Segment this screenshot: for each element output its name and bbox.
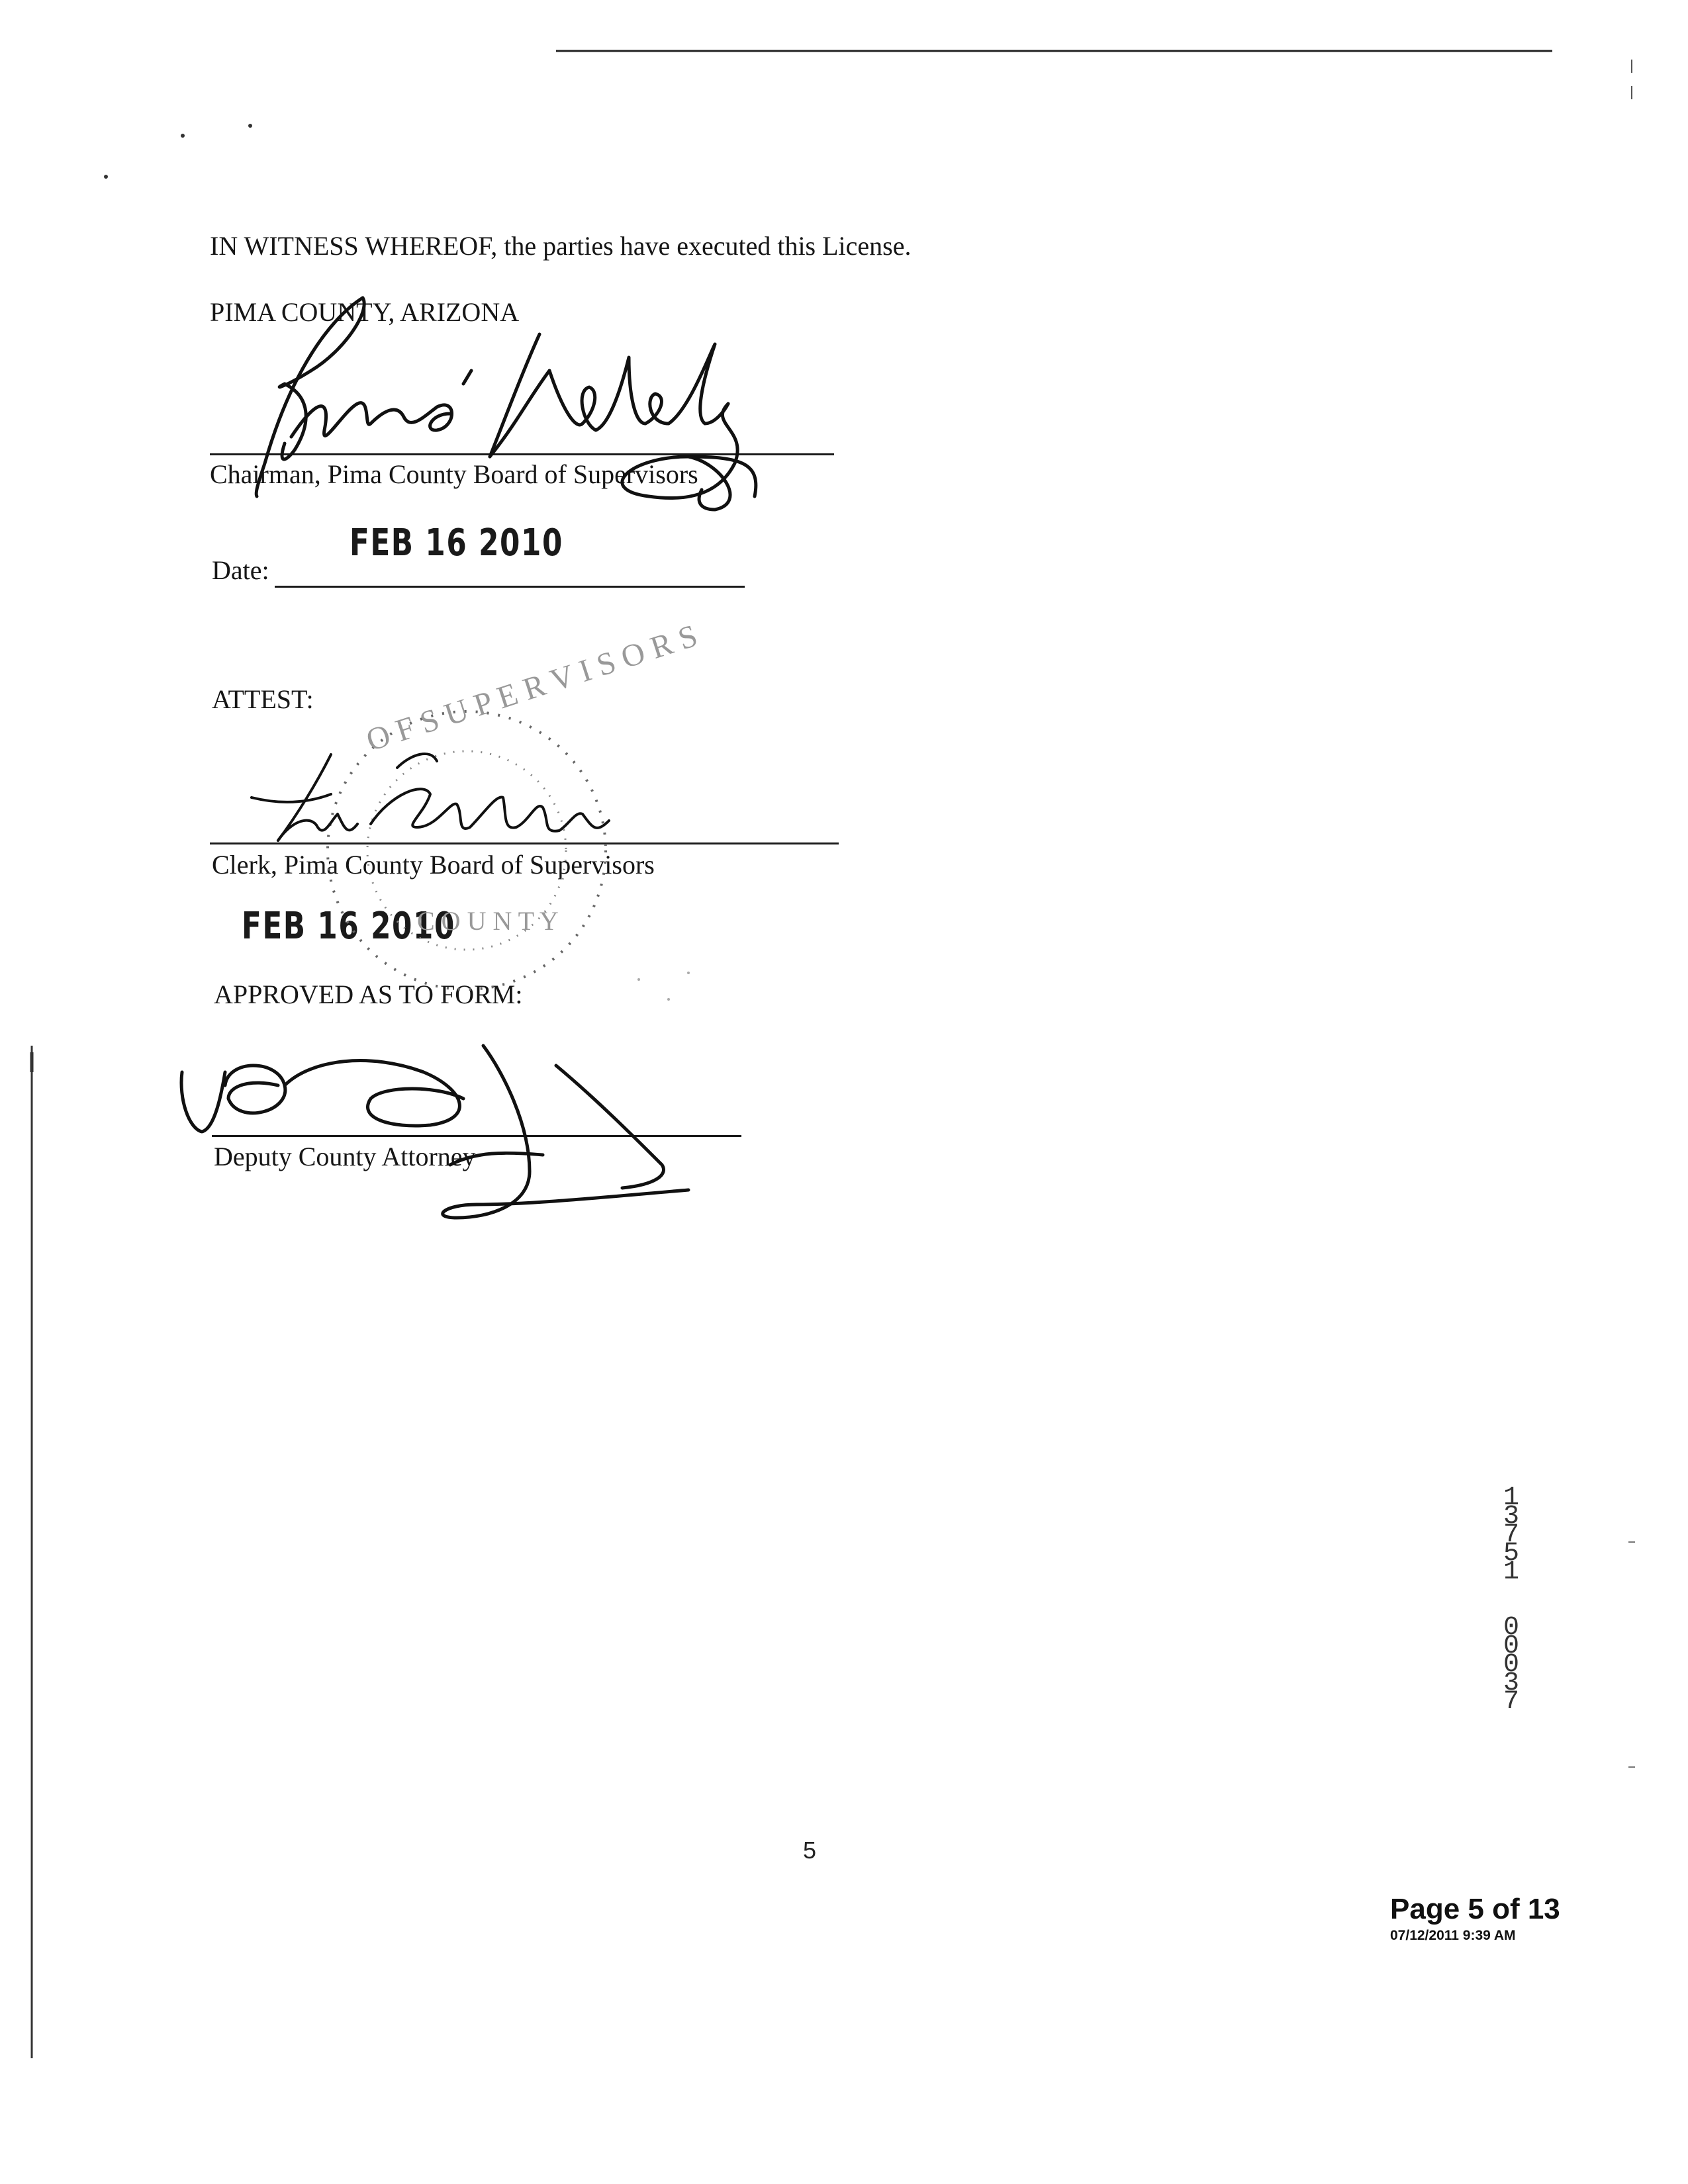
- footer-timestamp: 07/12/2011 9:39 AM: [1390, 1928, 1516, 1943]
- party-name: PIMA COUNTY, ARIZONA: [210, 297, 520, 327]
- chairman-date-stamp: FEB 16 2010: [350, 522, 563, 565]
- side-stamp-number: 1 3 7 5 1 0 0 0 3 7: [1503, 1483, 1519, 1717]
- attest-label: ATTEST:: [212, 684, 314, 714]
- witness-clause: IN WITNESS WHEREOF, the parties have executed this License.: [210, 231, 912, 261]
- seal-lettering: O F S U P E R V I S O R S: [362, 617, 702, 758]
- approved-label: APPROVED AS TO FORM:: [214, 979, 523, 1009]
- page-number: 5: [803, 1837, 817, 1864]
- date-label: Date:: [212, 555, 269, 585]
- footer-page-label: Page 5 of 13: [1390, 1893, 1560, 1925]
- chairman-title: Chairman, Pima County Board of Supervisors: [210, 459, 698, 489]
- clerk-date-stamp: FEB 16 2010: [242, 905, 455, 948]
- svg-text:C O U N T Y: C O U N T Y: [417, 906, 559, 936]
- clerk-title: Clerk, Pima County Board of Supervisors: [212, 850, 655, 880]
- attorney-title: Deputy County Attorney: [214, 1142, 476, 1171]
